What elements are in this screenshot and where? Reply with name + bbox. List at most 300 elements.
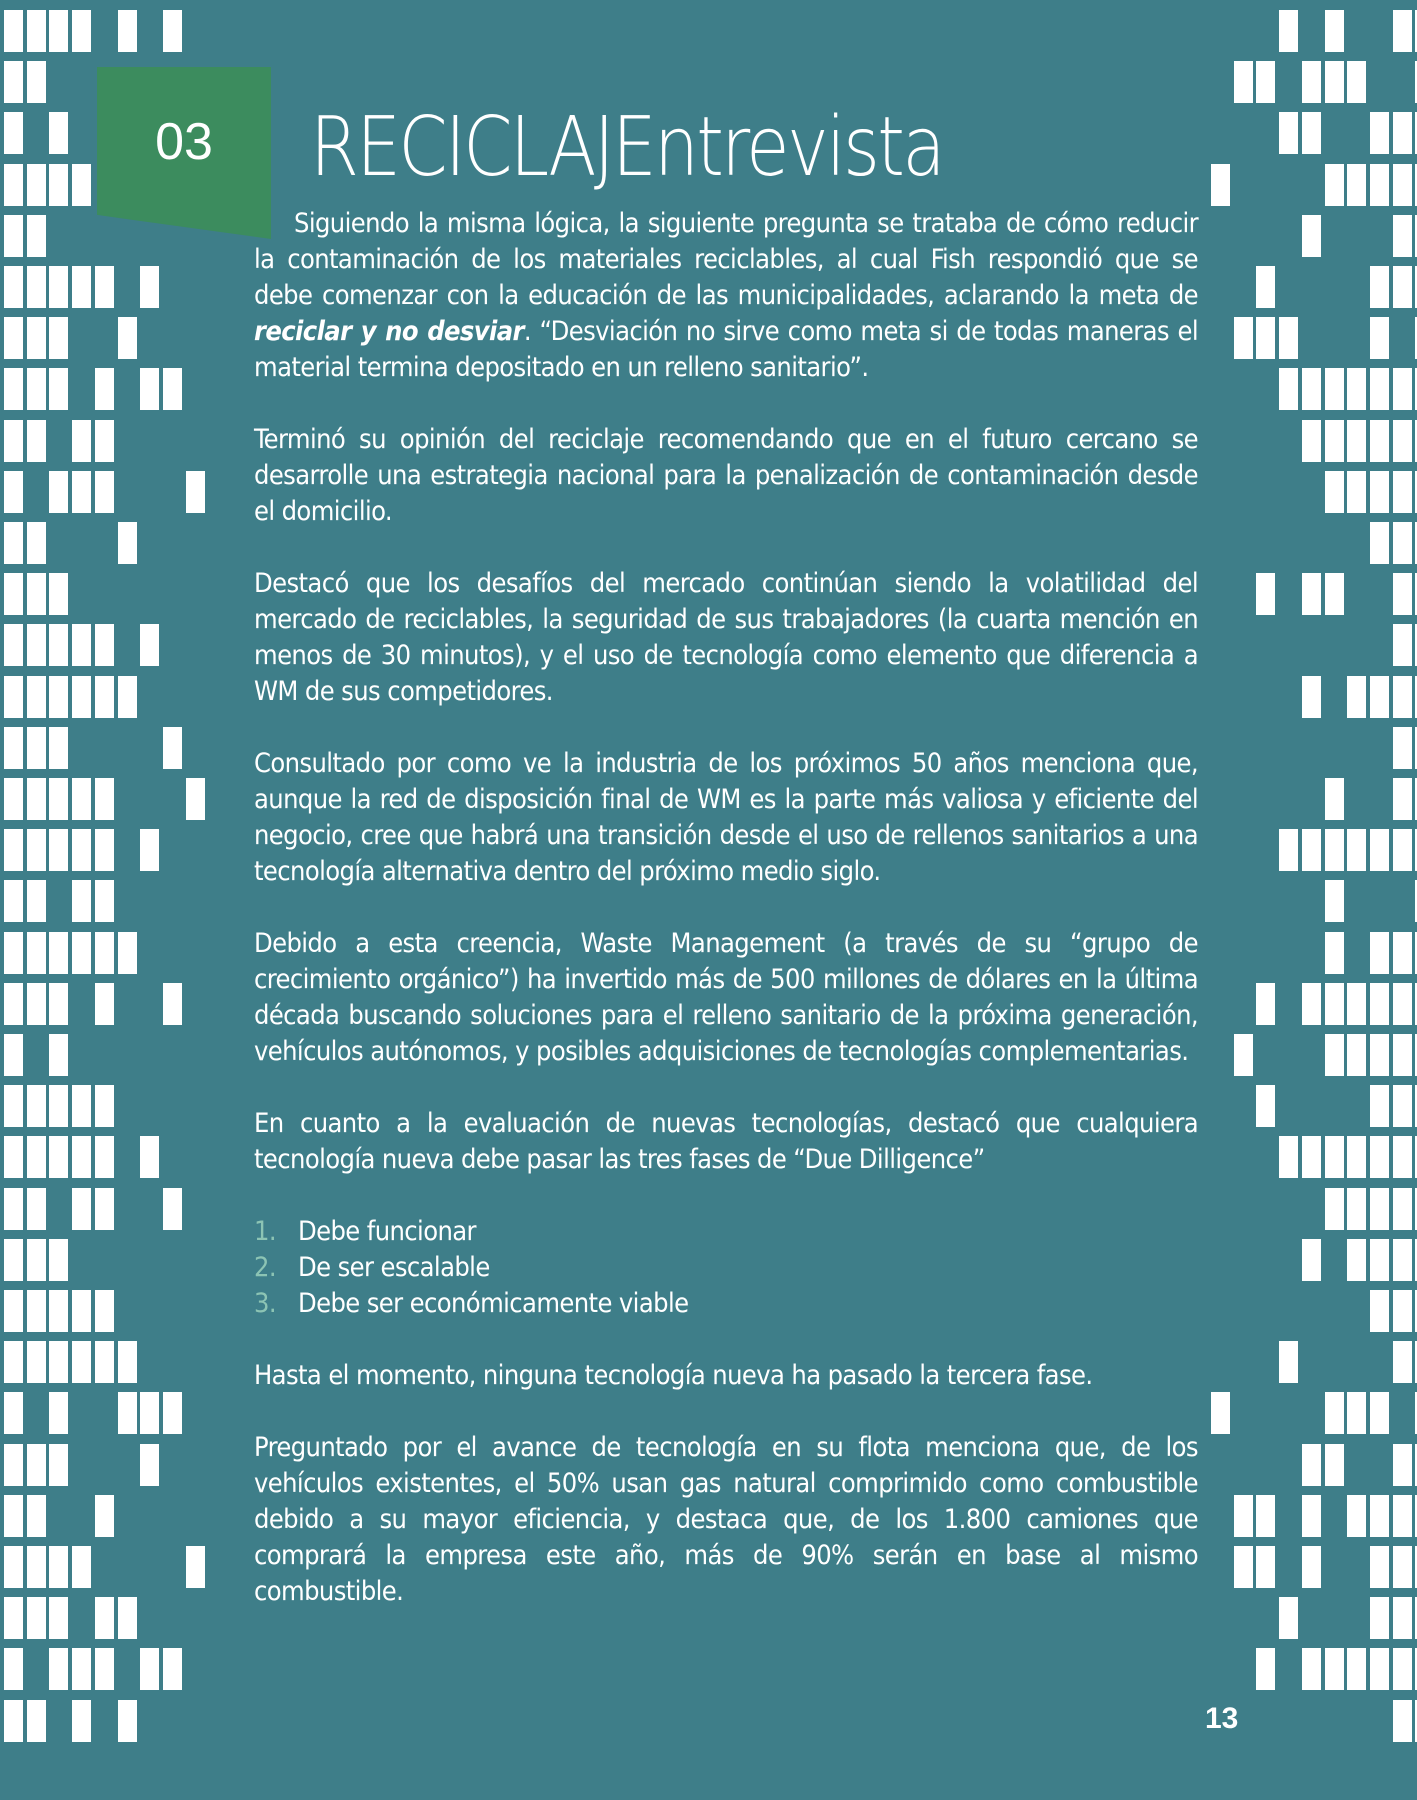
decor-bar bbox=[1347, 983, 1366, 1025]
decor-bar bbox=[1347, 1648, 1366, 1690]
decor-bar bbox=[72, 1085, 91, 1127]
decor-bar bbox=[49, 676, 68, 718]
article-body bbox=[254, 206, 1198, 1646]
decor-bar bbox=[95, 471, 114, 513]
decor-bar bbox=[1325, 368, 1344, 410]
decor-bar bbox=[4, 164, 23, 206]
decor-bar bbox=[1256, 1648, 1275, 1690]
decor-bar bbox=[1234, 61, 1253, 103]
paragraph-1 bbox=[254, 206, 1198, 386]
decor-bar bbox=[1370, 471, 1389, 513]
decor-bar bbox=[1347, 676, 1366, 718]
decor-bar bbox=[1256, 1085, 1275, 1127]
decor-bar bbox=[4, 215, 23, 257]
decor-bar bbox=[1393, 266, 1412, 308]
decor-bar bbox=[1393, 420, 1412, 462]
decor-bar bbox=[95, 829, 114, 871]
decor-bar bbox=[49, 1290, 68, 1332]
decor-bar bbox=[1370, 317, 1389, 359]
decor-bar bbox=[1279, 10, 1298, 52]
decor-bar bbox=[4, 1136, 23, 1178]
decor-bar bbox=[49, 317, 68, 359]
decor-bar bbox=[95, 624, 114, 666]
decor-bar bbox=[4, 727, 23, 769]
decor-bar bbox=[1393, 10, 1412, 52]
decor-bar bbox=[49, 1597, 68, 1639]
decor-bar bbox=[118, 1597, 137, 1639]
page-title: RECICLAJEntrevista bbox=[310, 100, 944, 195]
decor-bar bbox=[95, 1597, 114, 1639]
decor-bar bbox=[1347, 1495, 1366, 1537]
decor-bar bbox=[49, 727, 68, 769]
decor-bar bbox=[118, 1392, 137, 1434]
decor-bar bbox=[95, 1648, 114, 1690]
paragraph-4: Consultado por como ve la industria de los próximos 50 años menciona que, aunque la red de disposición final de WM es la parte más valiosa y eficiente del negocio, cree que habrá una transición desde el uso de rellenos sanitarios a una tecnología alternativa dentro del próximo medio siglo. bbox=[254, 748, 1198, 887]
decor-bar bbox=[72, 1341, 91, 1383]
decor-bar bbox=[1234, 317, 1253, 359]
decor-bar bbox=[1393, 1546, 1412, 1588]
decor-bar bbox=[118, 10, 137, 52]
decor-bar bbox=[1393, 727, 1412, 769]
list-item-text: Debe funcionar bbox=[298, 1216, 476, 1247]
decor-bar bbox=[27, 1495, 46, 1537]
decor-bar bbox=[163, 1648, 182, 1690]
decor-bar bbox=[1302, 829, 1321, 871]
decor-bar bbox=[1393, 1495, 1412, 1537]
decor-bar bbox=[4, 266, 23, 308]
decor-bar bbox=[1325, 983, 1344, 1025]
decor-bar bbox=[1347, 1136, 1366, 1178]
decor-bar bbox=[95, 880, 114, 922]
paragraph-8: Preguntado por el avance de tecnología en su flota menciona que, de los vehículos existentes, el 50% usan gas natural comprimido como combustible debido a su mayor eficiencia, y destaca que, de los 1.800 camiones que comprará la empresa este año, más de 90% serán en base al mismo combustible. bbox=[254, 1432, 1198, 1607]
decor-bar bbox=[1325, 1034, 1344, 1076]
decor-bar bbox=[1347, 61, 1366, 103]
decor-bar bbox=[1325, 1136, 1344, 1178]
decor-bar bbox=[27, 778, 46, 820]
decor-bar bbox=[27, 1341, 46, 1383]
decor-bar bbox=[1393, 215, 1412, 257]
decor-bar bbox=[118, 932, 137, 974]
decor-bar bbox=[95, 420, 114, 462]
decor-bar bbox=[1234, 1495, 1253, 1537]
decor-bar bbox=[49, 1341, 68, 1383]
decor-bar bbox=[163, 368, 182, 410]
decor-bar bbox=[163, 983, 182, 1025]
decor-bar bbox=[49, 1546, 68, 1588]
decor-bar bbox=[1393, 1290, 1412, 1332]
decor-bar bbox=[4, 1085, 23, 1127]
decor-bar bbox=[1279, 1341, 1298, 1383]
decor-bar bbox=[4, 1188, 23, 1230]
decor-bar bbox=[27, 1239, 46, 1281]
decor-bar bbox=[1347, 1392, 1366, 1434]
decor-bar bbox=[1302, 1136, 1321, 1178]
decor-bar bbox=[1325, 1444, 1344, 1486]
decor-bar bbox=[1393, 368, 1412, 410]
decor-bar bbox=[118, 522, 137, 564]
decor-bar bbox=[4, 112, 23, 154]
decor-bar bbox=[27, 317, 46, 359]
decor-bar bbox=[140, 1136, 159, 1178]
decor-bar bbox=[1302, 983, 1321, 1025]
decor-bar bbox=[118, 1341, 137, 1383]
decor-bar bbox=[1370, 420, 1389, 462]
decor-bar bbox=[1279, 829, 1298, 871]
decor-bar bbox=[27, 727, 46, 769]
decor-bar bbox=[1347, 471, 1366, 513]
decor-bar bbox=[4, 522, 23, 564]
decor-bar bbox=[1370, 1290, 1389, 1332]
decor-bar bbox=[4, 61, 23, 103]
decor-bar bbox=[72, 1700, 91, 1742]
decor-bar bbox=[1302, 1648, 1321, 1690]
decor-bar bbox=[1370, 1136, 1389, 1178]
decor-bar bbox=[27, 522, 46, 564]
paragraph-2: Terminó su opinión del reciclaje recomendando que en el futuro cercano se desarrolle una estrategia nacional para la penalización de contaminación desde el domicilio. bbox=[254, 424, 1198, 527]
list-item-number: 1. bbox=[254, 1216, 276, 1247]
decor-bar bbox=[1393, 1136, 1412, 1178]
paragraph-1-text-a: Siguiendo la misma lógica, la siguiente pregunta se trataba de cómo reducir la contaminación de los materiales reciclables, al cual Fish respondió que se debe comenzar con la educación de las municipalidades, aclarando la meta de bbox=[254, 208, 1198, 311]
decor-bar bbox=[1370, 1597, 1389, 1639]
decor-bar bbox=[1279, 112, 1298, 154]
page-number: 13 bbox=[1205, 1702, 1239, 1735]
list-item-text: Debe ser económicamente viable bbox=[298, 1288, 689, 1319]
decor-bar bbox=[1347, 1034, 1366, 1076]
decor-bar bbox=[27, 676, 46, 718]
decor-bar bbox=[27, 164, 46, 206]
decor-bar bbox=[4, 317, 23, 359]
decor-bar bbox=[95, 266, 114, 308]
decor-bar bbox=[4, 471, 23, 513]
decor-bar bbox=[27, 10, 46, 52]
decor-bar bbox=[49, 112, 68, 154]
decor-bar bbox=[1393, 829, 1412, 871]
decor-bar bbox=[1325, 1392, 1344, 1434]
decor-bar bbox=[4, 880, 23, 922]
decor-bar bbox=[1256, 983, 1275, 1025]
decor-bar bbox=[1256, 61, 1275, 103]
decor-bar bbox=[27, 1290, 46, 1332]
decor-bar bbox=[1393, 778, 1412, 820]
decor-bar bbox=[1393, 932, 1412, 974]
paragraph-7: Hasta el momento, ninguna tecnología nueva ha pasado la tercera fase. bbox=[254, 1360, 1093, 1391]
decor-bar bbox=[140, 1648, 159, 1690]
decor-bar bbox=[27, 1085, 46, 1127]
decor-bar bbox=[1370, 266, 1389, 308]
list-item-number: 2. bbox=[254, 1252, 276, 1283]
list-item-number: 3. bbox=[254, 1288, 276, 1319]
decor-bar bbox=[1393, 1085, 1412, 1127]
decor-bar bbox=[27, 368, 46, 410]
decor-bar bbox=[49, 471, 68, 513]
decor-bar bbox=[1325, 1188, 1344, 1230]
decor-bar bbox=[1393, 1597, 1412, 1639]
paragraph-1-emphasis: reciclar y no desviar bbox=[254, 316, 524, 347]
decor-bar bbox=[95, 1188, 114, 1230]
decor-bar bbox=[4, 1341, 23, 1383]
decor-bar bbox=[163, 727, 182, 769]
paragraph-6: En cuanto a la evaluación de nuevas tecnologías, destacó que cualquiera tecnología nueva debe pasar las tres fases de “Due Dilligence” bbox=[254, 1108, 1198, 1175]
decor-bar bbox=[4, 1392, 23, 1434]
decor-bar bbox=[1234, 1546, 1253, 1588]
decor-bar bbox=[27, 215, 46, 257]
decor-bar bbox=[1325, 471, 1344, 513]
decor-bar bbox=[4, 1290, 23, 1332]
decor-bar bbox=[72, 420, 91, 462]
decor-bar bbox=[1393, 164, 1412, 206]
decor-bar bbox=[1347, 164, 1366, 206]
decor-bar bbox=[27, 1136, 46, 1178]
decor-bar bbox=[95, 778, 114, 820]
decor-bar bbox=[72, 880, 91, 922]
decor-bar bbox=[72, 624, 91, 666]
decor-bar bbox=[4, 573, 23, 615]
decor-bar bbox=[49, 778, 68, 820]
decor-bar bbox=[1325, 778, 1344, 820]
decor-bar bbox=[186, 778, 205, 820]
decor-bar bbox=[27, 983, 46, 1025]
decor-bar bbox=[1325, 573, 1344, 615]
decor-bar bbox=[72, 1290, 91, 1332]
decor-bar bbox=[163, 10, 182, 52]
decor-bar bbox=[1370, 368, 1389, 410]
decor-bar bbox=[49, 164, 68, 206]
decor-bar bbox=[1370, 1034, 1389, 1076]
decor-bar bbox=[1370, 1648, 1389, 1690]
decorative-bar-pattern-left bbox=[0, 0, 210, 1800]
decor-bar bbox=[1325, 164, 1344, 206]
decor-bar bbox=[1302, 1495, 1321, 1537]
decor-bar bbox=[1347, 420, 1366, 462]
decor-bar bbox=[1393, 522, 1412, 564]
decor-bar bbox=[27, 573, 46, 615]
list-item bbox=[254, 1286, 1198, 1322]
decor-bar bbox=[72, 1188, 91, 1230]
decor-bar bbox=[4, 1648, 23, 1690]
decor-bar bbox=[140, 829, 159, 871]
decor-bar bbox=[1279, 368, 1298, 410]
decor-bar bbox=[1393, 573, 1412, 615]
decor-bar bbox=[1370, 1546, 1389, 1588]
decor-bar bbox=[1370, 1188, 1389, 1230]
decor-bar bbox=[4, 420, 23, 462]
decor-bar bbox=[1393, 1034, 1412, 1076]
list-item bbox=[254, 1250, 1198, 1286]
decor-bar bbox=[1393, 1700, 1412, 1742]
decor-bar bbox=[1302, 1444, 1321, 1486]
decor-bar bbox=[4, 1546, 23, 1588]
decor-bar bbox=[1302, 215, 1321, 257]
decor-bar bbox=[95, 1085, 114, 1127]
decor-bar bbox=[72, 1648, 91, 1690]
decor-bar bbox=[1393, 1444, 1412, 1486]
decor-bar bbox=[72, 778, 91, 820]
decor-bar bbox=[4, 10, 23, 52]
decor-bar bbox=[72, 1136, 91, 1178]
decor-bar bbox=[95, 932, 114, 974]
decor-bar bbox=[1211, 164, 1230, 206]
decor-bar bbox=[186, 1546, 205, 1588]
decor-bar bbox=[95, 1136, 114, 1178]
decor-bar bbox=[72, 829, 91, 871]
decor-bar bbox=[1325, 880, 1344, 922]
decor-bar bbox=[95, 1495, 114, 1537]
decor-bar bbox=[72, 932, 91, 974]
decor-bar bbox=[1302, 368, 1321, 410]
decor-bar bbox=[27, 1444, 46, 1486]
decor-bar bbox=[4, 624, 23, 666]
decor-bar bbox=[1279, 1597, 1298, 1639]
decor-bar bbox=[1393, 1648, 1412, 1690]
decor-bar bbox=[1370, 522, 1389, 564]
list-item-text: De ser escalable bbox=[298, 1252, 490, 1283]
decor-bar bbox=[140, 368, 159, 410]
decor-bar bbox=[1347, 829, 1366, 871]
decor-bar bbox=[72, 10, 91, 52]
decor-bar bbox=[72, 266, 91, 308]
due-diligence-list bbox=[254, 1214, 1198, 1322]
decor-bar bbox=[4, 1700, 23, 1742]
decor-bar bbox=[163, 1392, 182, 1434]
decor-bar bbox=[95, 1341, 114, 1383]
decor-bar bbox=[1393, 624, 1412, 666]
decor-bar bbox=[27, 932, 46, 974]
decor-bar bbox=[4, 778, 23, 820]
decor-bar bbox=[49, 983, 68, 1025]
decor-bar bbox=[1370, 164, 1389, 206]
decor-bar bbox=[1256, 1495, 1275, 1537]
decor-bar bbox=[4, 829, 23, 871]
decor-bar bbox=[1234, 1034, 1253, 1076]
decor-bar bbox=[163, 1188, 182, 1230]
decor-bar bbox=[4, 932, 23, 974]
decor-bar bbox=[1302, 573, 1321, 615]
decor-bar bbox=[72, 676, 91, 718]
decor-bar bbox=[1393, 1239, 1412, 1281]
decor-bar bbox=[1325, 829, 1344, 871]
decor-bar bbox=[72, 164, 91, 206]
decor-bar bbox=[4, 983, 23, 1025]
decor-bar bbox=[1256, 1546, 1275, 1588]
decor-bar bbox=[49, 10, 68, 52]
decor-bar bbox=[4, 1034, 23, 1076]
decor-bar bbox=[1393, 983, 1412, 1025]
decor-bar bbox=[49, 573, 68, 615]
decor-bar bbox=[1347, 368, 1366, 410]
decor-bar bbox=[1211, 1392, 1230, 1434]
decor-bar bbox=[1393, 1341, 1412, 1383]
decor-bar bbox=[49, 624, 68, 666]
decor-bar bbox=[49, 1444, 68, 1486]
decor-bar bbox=[4, 1495, 23, 1537]
decor-bar bbox=[27, 1188, 46, 1230]
decor-bar bbox=[1393, 112, 1412, 154]
decor-bar bbox=[4, 676, 23, 718]
decor-bar bbox=[1279, 1136, 1298, 1178]
decor-bar bbox=[1325, 10, 1344, 52]
decor-bar bbox=[27, 420, 46, 462]
decor-bar bbox=[1347, 1239, 1366, 1281]
decor-bar bbox=[1325, 61, 1344, 103]
decor-bar bbox=[1325, 420, 1344, 462]
decor-bar bbox=[4, 1444, 23, 1486]
decor-bar bbox=[27, 1700, 46, 1742]
decor-bar bbox=[1302, 676, 1321, 718]
decorative-bar-pattern-right bbox=[1207, 0, 1417, 1800]
list-item bbox=[254, 1214, 1198, 1250]
decor-bar bbox=[1370, 829, 1389, 871]
decor-bar bbox=[1370, 1495, 1389, 1537]
decor-bar bbox=[1302, 112, 1321, 154]
decor-bar bbox=[95, 676, 114, 718]
decor-bar bbox=[49, 932, 68, 974]
decor-bar bbox=[140, 1444, 159, 1486]
decor-bar bbox=[1279, 317, 1298, 359]
decor-bar bbox=[1256, 573, 1275, 615]
decor-bar bbox=[1393, 1188, 1412, 1230]
decor-bar bbox=[27, 61, 46, 103]
decor-bar bbox=[95, 983, 114, 1025]
section-number: 03 bbox=[155, 113, 213, 171]
decor-bar bbox=[27, 624, 46, 666]
decor-bar bbox=[27, 880, 46, 922]
decor-bar bbox=[1370, 1392, 1389, 1434]
decor-bar bbox=[49, 1034, 68, 1076]
decor-bar bbox=[140, 624, 159, 666]
decor-bar bbox=[1370, 1239, 1389, 1281]
decor-bar bbox=[49, 266, 68, 308]
decor-bar bbox=[1370, 932, 1389, 974]
decor-bar bbox=[27, 829, 46, 871]
decor-bar bbox=[1256, 266, 1275, 308]
decor-bar bbox=[1370, 983, 1389, 1025]
decor-bar bbox=[95, 368, 114, 410]
decor-bar bbox=[49, 1392, 68, 1434]
decor-bar bbox=[1256, 317, 1275, 359]
decor-bar bbox=[4, 368, 23, 410]
decor-bar bbox=[140, 1392, 159, 1434]
decor-bar bbox=[49, 1239, 68, 1281]
decor-bar bbox=[1347, 1188, 1366, 1230]
paragraph-3: Destacó que los desafíos del mercado continúan siendo la volatilidad del mercado de reciclables, la seguridad de sus trabajadores (la cuarta mención en menos de 30 minutos), y el uso de tecnología como elemento que diferencia a WM de sus competidores. bbox=[254, 568, 1198, 707]
decor-bar bbox=[1302, 61, 1321, 103]
decor-bar bbox=[1325, 932, 1344, 974]
decor-bar bbox=[140, 266, 159, 308]
decor-bar bbox=[1370, 112, 1389, 154]
decor-bar bbox=[1325, 1648, 1344, 1690]
decor-bar bbox=[72, 1546, 91, 1588]
decor-bar bbox=[4, 1239, 23, 1281]
decor-bar bbox=[49, 829, 68, 871]
decor-bar bbox=[1370, 1085, 1389, 1127]
paragraph-5: Debido a esta creencia, Waste Management (a través de su “grupo de crecimiento orgánico”) ha invertido más de 500 millones de dólares en la última década buscando soluciones para el relleno sanitario de la próxima generación, vehículos autónomos, y posibles adquisiciones de tecnologías complementarias. bbox=[254, 928, 1198, 1067]
decor-bar bbox=[1302, 420, 1321, 462]
decor-bar bbox=[1302, 1546, 1321, 1588]
decor-bar bbox=[186, 471, 205, 513]
decor-bar bbox=[118, 1700, 137, 1742]
decor-bar bbox=[1302, 1239, 1321, 1281]
decor-bar bbox=[1393, 676, 1412, 718]
decor-bar bbox=[72, 471, 91, 513]
decor-bar bbox=[49, 1648, 68, 1690]
decor-bar bbox=[49, 368, 68, 410]
decor-bar bbox=[4, 1597, 23, 1639]
decor-bar bbox=[27, 1546, 46, 1588]
decor-bar bbox=[118, 676, 137, 718]
decor-bar bbox=[1393, 471, 1412, 513]
decor-bar bbox=[1370, 676, 1389, 718]
decor-bar bbox=[27, 1597, 46, 1639]
